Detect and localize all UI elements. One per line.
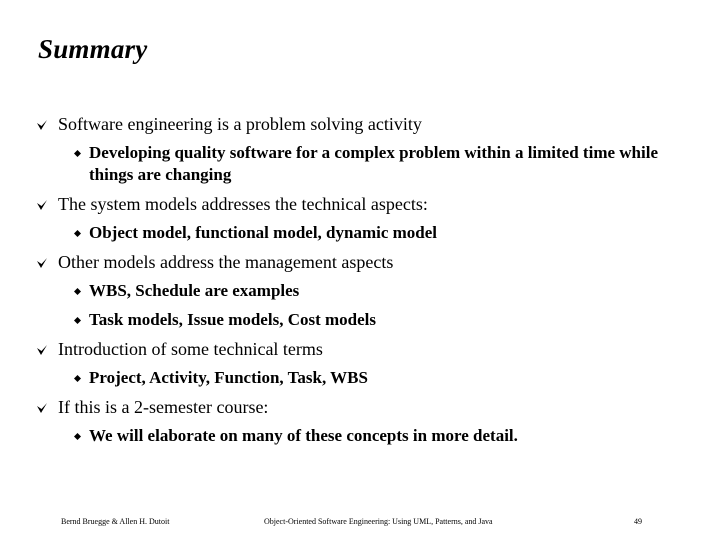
bullet-item bbox=[0, 396, 720, 425]
bullet-item bbox=[0, 113, 720, 142]
checkmark-bullet-icon bbox=[36, 402, 48, 414]
bullet-text: Software engineering is a problem solving activity bbox=[58, 114, 422, 134]
checkmark-bullet-icon bbox=[36, 344, 48, 356]
checkmark-bullet-icon bbox=[36, 257, 48, 269]
sub-bullet-text: Task models, Issue models, Cost models bbox=[89, 310, 376, 329]
diamond-bullet-icon bbox=[74, 288, 81, 295]
sub-bullet-item bbox=[0, 309, 720, 331]
footer-page-number: 49 bbox=[634, 517, 642, 526]
diamond-bullet-icon bbox=[74, 375, 81, 382]
bullet-text: Introduction of some technical terms bbox=[58, 339, 323, 359]
sub-bullet-item bbox=[0, 425, 720, 447]
sub-bullet-text: We will elaborate on many of these concepts in more detail. bbox=[89, 426, 518, 445]
sub-bullet-item bbox=[0, 280, 720, 302]
diamond-bullet-icon bbox=[74, 150, 81, 157]
bullet-item bbox=[0, 338, 720, 367]
footer-book-title: Object-Oriented Software Engineering: Using UML, Patterns, and Java bbox=[264, 517, 493, 526]
sub-bullet-text: Object model, functional model, dynamic model bbox=[89, 223, 438, 242]
bullet-text: If this is a 2-semester course: bbox=[58, 397, 269, 417]
bullet-item bbox=[0, 193, 720, 222]
diamond-bullet-icon bbox=[74, 317, 81, 324]
sub-bullet-text: Project, Activity, Function, Task, WBS bbox=[89, 368, 368, 387]
bullet-text: Other models address the management aspects bbox=[58, 252, 394, 272]
diamond-bullet-icon bbox=[74, 230, 81, 237]
checkmark-bullet-icon bbox=[36, 119, 48, 131]
slide-title: Summary bbox=[38, 34, 148, 64]
diamond-bullet-icon bbox=[74, 433, 81, 440]
bullet-text: The system models addresses the technical aspects: bbox=[58, 194, 428, 214]
sub-bullet-text: Developing quality software for a complex problem within a limited time while things are changing bbox=[89, 143, 658, 184]
sub-bullet-item bbox=[0, 367, 720, 389]
footer-author: Bernd Bruegge & Allen H. Dutoit bbox=[61, 517, 170, 526]
bullet-item bbox=[0, 251, 720, 280]
sub-bullet-item bbox=[0, 222, 720, 244]
bullet-list bbox=[0, 113, 720, 454]
sub-bullet-text: WBS, Schedule are examples bbox=[89, 281, 300, 300]
sub-bullet-item bbox=[0, 142, 720, 186]
checkmark-bullet-icon bbox=[36, 199, 48, 211]
